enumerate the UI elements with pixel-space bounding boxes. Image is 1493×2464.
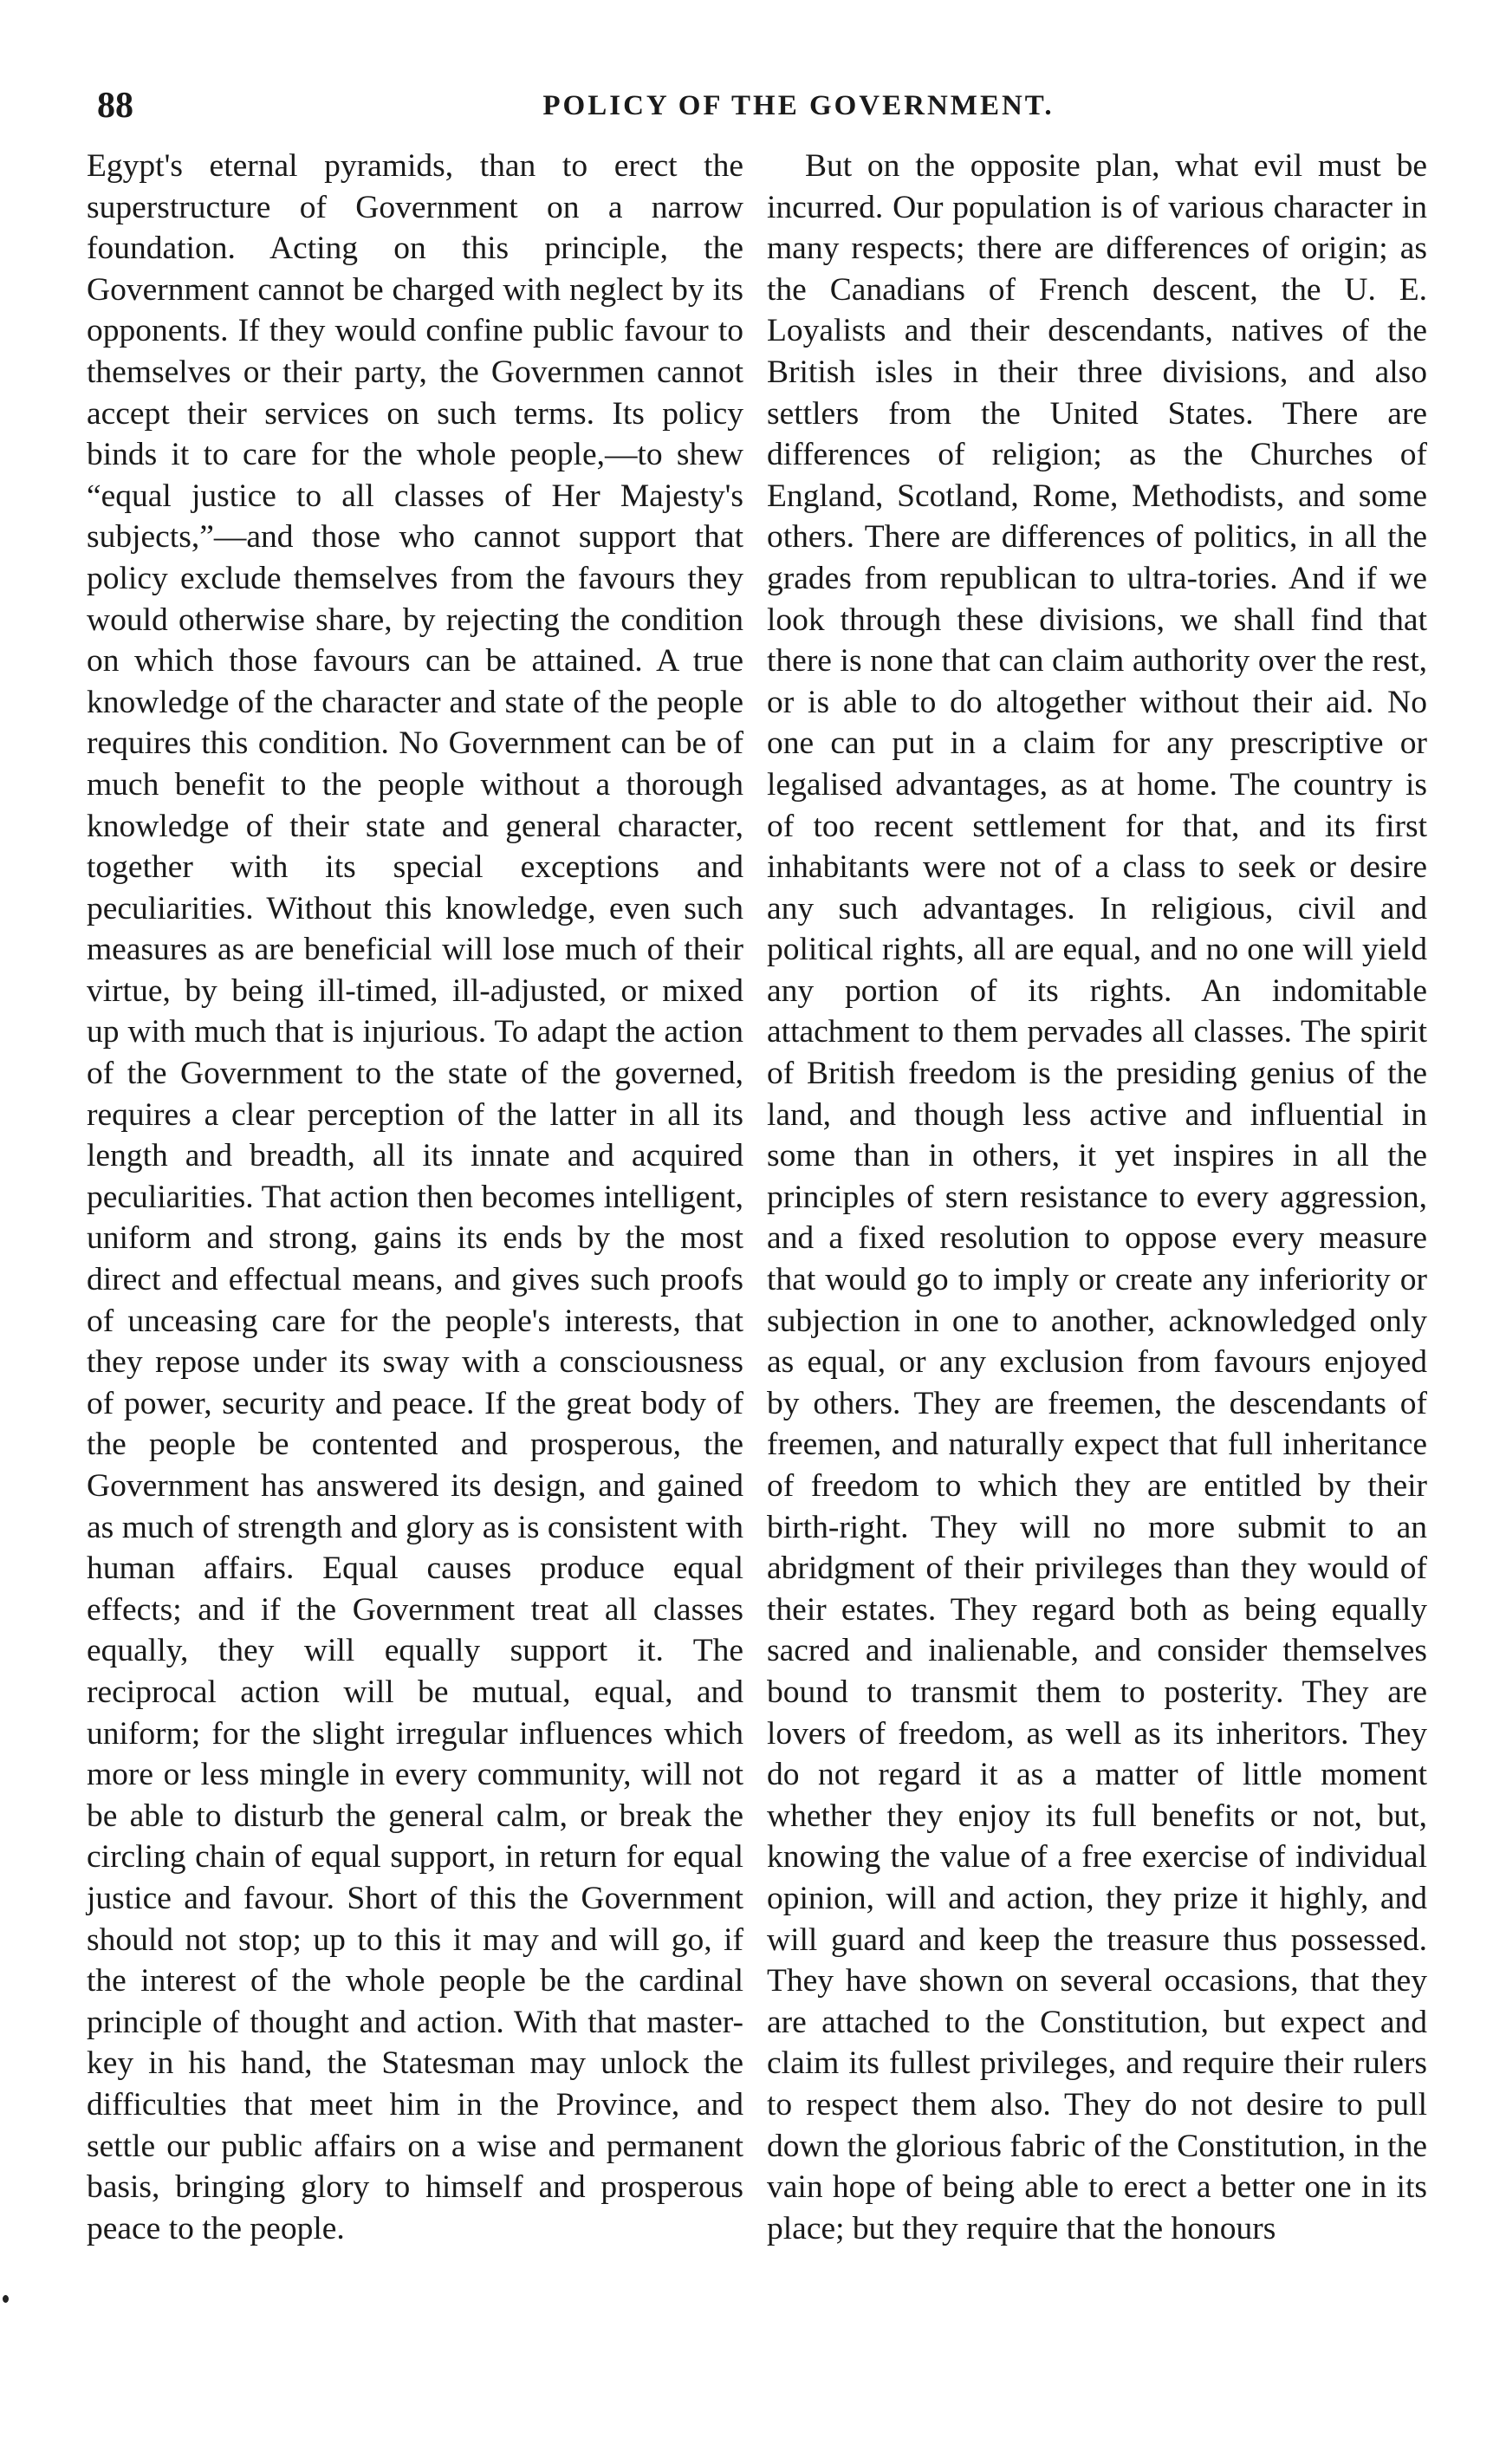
right-column — [767, 146, 1427, 2249]
left-column-text: Egypt's eternal pyramids, than to erect the superstructure of Government on a narrow foundation. Acting on this principle, the Government cannot be charged with neglect by its opponents. If they would confine public favour to themselves or their party, the Governmen cannot accept their services on such terms. Its policy binds it to care for the whole people,—to shew “equal justice to all classes of Her Majesty's subjects,”—and those who cannot support that policy exclude themselves from the favours they would otherwise share, by rejecting the condition on which those favours can be attained. A true knowledge of the character and state of the people requires this condition. No Government can be of much benefit to the people without a thorough knowledge of their state and general character, together with its special exceptions and peculiarities. Without this knowledge, even such measures as are beneficial will lose much of their virtue, by being ill-timed, ill-adjusted, or mixed up with much that is injurious. To adapt the action of the Government to the state of the governed, requires a clear perception of the latter in all its length and breadth, all its innate and acquired peculiarities. That action then becomes intelligent, uniform and strong, gains its ends by the most direct and effectual means, and gives such proofs of unceasing care for the people's interests, that they repose under its sway with a consciousness of power, security and peace. If the great body of the people be contented and prosperous, the Government has answered its design, and gained as much of strength and glory as is consistent with human affairs. Equal causes produce equal effects; and if the Government treat all classes equally, they will equally support it. The reciprocal action will be mutual, equal, and uniform; for the slight irregular influences which more or less mingle in every community, will not be able to disturb the general calm, or break the circling chain of equal support, in return for equal justice and favour. Short of this the Government should not stop; up to this it may and will go, if the interest of the whole people be the cardinal principle of thought and action. With that master-key in his hand, the Statesman may unlock the difficulties that meet him in the Province, and settle our public affairs on a wise and permanent basis, bringing glory to himself and prosperous peace to the people. — [87, 148, 743, 2246]
right-column-text: But on the opposite plan, what evil must be incurred. Our population is of various character in many respects; there are differences of origin; as the Canadians of French descent, the U. E. Loyalists and their descendants, natives of the British isles in their three divisions, and also settlers from the United States. There are differences of religion; as the Churches of England, Scotland, Rome, Methodists, and some others. There are differences of politics, in all the grades from republican to ultra-tories. And if we look through these divisions, we shall find that there is none that can claim authority over the rest, or is able to do altogether without their aid. No one can put in a claim for any prescriptive or legalised advantages, as at home. The country is of too recent settlement for that, and its first inhabitants were not of a class to seek or desire any such advantages. In religious, civil and political rights, all are equal, and no one will yield any portion of its rights. An indomitable attachment to them pervades all classes. The spirit of British freedom is the presiding genius of the land, and though less active and influential in some than in others, it yet inspires in all the principles of stern resistance to every aggression, and a fixed resolution to oppose every measure that would go to imply or create any inferiority or subjection in one to another, acknowledged only as equal, or any exclusion from favours enjoyed by others. They are freemen, the descendants of freemen, and naturally expect that full inheritance of freedom to which they are entitled by their birth-right. They will no more submit to an abridgment of their privileges than they would of their estates. They regard both as being equally sacred and inalienable, and consider themselves bound to transmit them to posterity. They are lovers of freedom, as well as its inheritors. They do not regard it as a matter of little moment whether they enjoy its full benefits or not, but, knowing the value of a free exercise of individual opinion, will and action, they prize it highly, and will guard and keep the treasure thus possessed. They have shown on several occasions, that they are attached to the Constitution, but expect and claim its fullest privileges, and require their rulers to respect them also. They do not desire to pull down the glorious fabric of the Constitution, in the vain hope of being able to erect a better one in its place; but they require that the honours — [767, 148, 1427, 2246]
left-column — [87, 146, 743, 2249]
running-title: POLICY OF THE GOVERNMENT. — [542, 90, 1055, 121]
margin-ink-dot — [3, 2295, 9, 2303]
page-number: 88 — [97, 86, 133, 126]
